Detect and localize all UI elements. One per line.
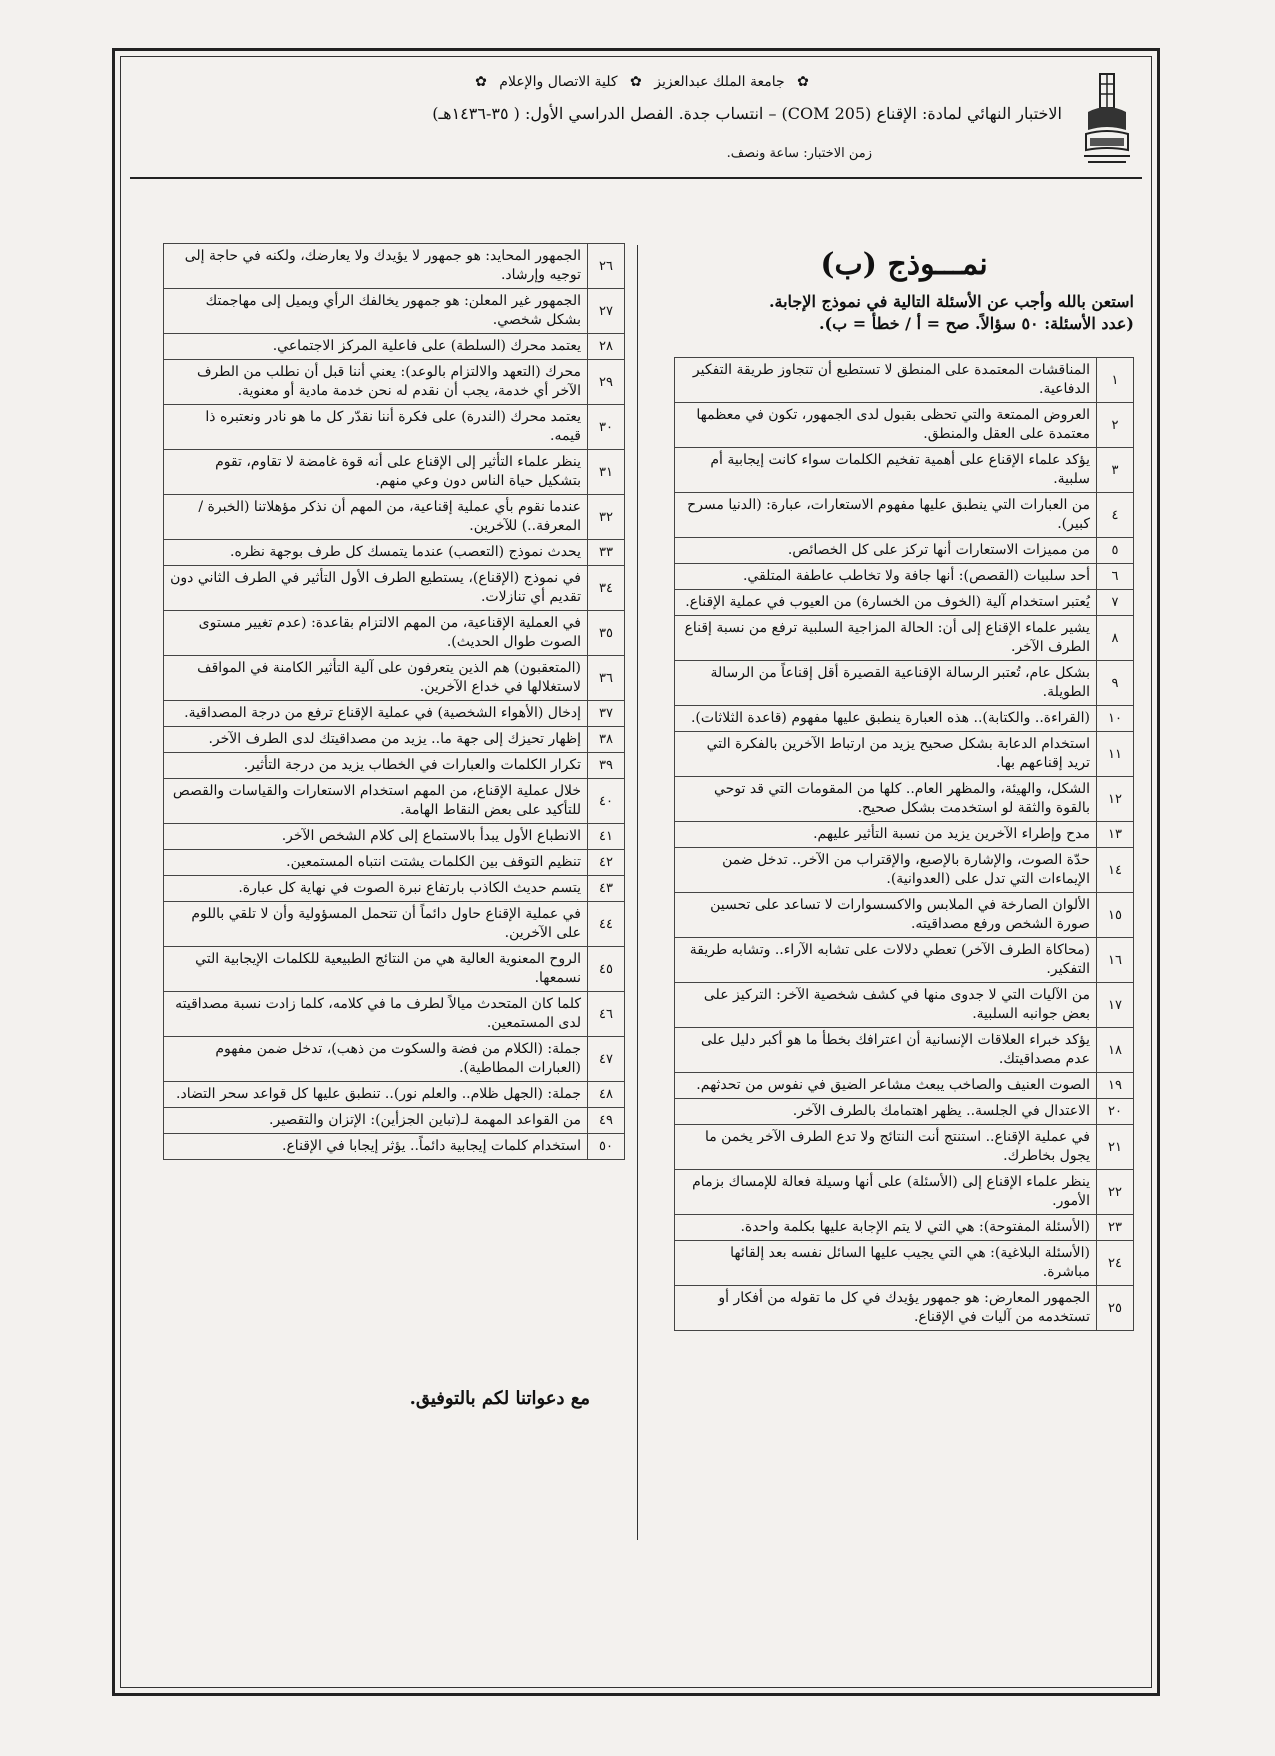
question-row: [675, 1125, 1134, 1170]
exam-header: [130, 64, 1142, 174]
question-row: [164, 947, 625, 992]
question-text: من مميزات الاستعارات أنها تركز على كل الخصائص.: [675, 538, 1097, 564]
question-text: يحدث نموذج (التعصب) عندما يتمسك كل طرف بوجهة نظره.: [164, 540, 588, 566]
exam-course-line: الاختبار النهائي لمادة: الإقناع (COM 205) – انتساب جدة. الفصل الدراسي الأول: ( ٣٥-١٤٣٦هـ): [432, 104, 1062, 123]
question-text: يُعتبر استخدام آلية (الخوف من الخسارة) من العيوب في عملية الإقناع.: [675, 590, 1097, 616]
institution-line: [442, 74, 842, 90]
question-text: (الأسئلة المفتوحة): هي التي لا يتم الإجابة عليها بكلمة واحدة.: [675, 1215, 1097, 1241]
question-number: ٢٥: [1097, 1286, 1134, 1331]
question-row: [164, 1108, 625, 1134]
question-text: الروح المعنوية العالية هي من النتائج الطبيعية للكلمات الإيجابية التي نسمعها.: [164, 947, 588, 992]
question-number: ٦: [1097, 564, 1134, 590]
question-row: [164, 779, 625, 824]
question-row: [164, 850, 625, 876]
question-text: كلما كان المتحدث ميالاً لطرف ما في كلامه، كلما زادت نسبة مصداقيته لدى المستمعين.: [164, 992, 588, 1037]
question-number: ١: [1097, 358, 1134, 403]
question-number: ٢٨: [588, 334, 625, 360]
question-number: ٢٢: [1097, 1170, 1134, 1215]
question-text: الصوت العنيف والصاخب يبعث مشاعر الضيق في نفوس من تحدثهم.: [675, 1073, 1097, 1099]
question-row: [675, 848, 1134, 893]
question-row: [164, 360, 625, 405]
question-row: [675, 403, 1134, 448]
question-text: أحد سلبيات (القصص): أنها جافة ولا تخاطب عاطفة المتلقي.: [675, 564, 1097, 590]
question-number: ١١: [1097, 732, 1134, 777]
question-number: ٣٣: [588, 540, 625, 566]
question-row: [675, 1170, 1134, 1215]
question-row: [675, 938, 1134, 983]
question-row: [164, 656, 625, 701]
question-number: ٢٩: [588, 360, 625, 405]
question-text: في العملية الإقناعية، من المهم الالتزام بقاعدة: (عدم تغيير مستوى الصوت طوال الحديث).: [164, 611, 588, 656]
question-text: العروض الممتعة والتي تحظى بقبول لدى الجمهور، تكون في معظمها معتمدة على العقل والمنطق.: [675, 403, 1097, 448]
question-number: ١٥: [1097, 893, 1134, 938]
university-name: جامعة الملك عبدالعزيز: [654, 74, 785, 90]
question-row: [675, 1215, 1134, 1241]
question-text: يؤكد خبراء العلاقات الإنسانية أن اعترافك بخطأ ما هو أكبر دليل على عدم مصداقيتك.: [675, 1028, 1097, 1073]
question-number: ٤٦: [588, 992, 625, 1037]
question-number: ٤١: [588, 824, 625, 850]
closing-wish: مع دعواتنا لكم بالتوفيق.: [409, 1388, 590, 1409]
question-text: خلال عملية الإقناع، من المهم استخدام الاستعارات والقياسات والقصص للتأكيد على بعض النقاط الهامة.: [164, 779, 588, 824]
question-text: مدح وإطراء الآخرين يزيد من نسبة التأثير عليهم.: [675, 822, 1097, 848]
question-text: الألوان الصارخة في الملابس والاكسسوارات لا تساعد على تحسين صورة الشخص ورفع مصداقيته.: [675, 893, 1097, 938]
question-row: [675, 706, 1134, 732]
question-text: تكرار الكلمات والعبارات في الخطاب يزيد من درجة التأثير.: [164, 753, 588, 779]
question-number: ٤٣: [588, 876, 625, 902]
question-number: ٤٠: [588, 779, 625, 824]
question-number: ٣٦: [588, 656, 625, 701]
question-number: ٣: [1097, 448, 1134, 493]
question-text: (محاكاة الطرف الآخر) تعطي دلالات على تشابه الآراء.. وتشابه طريقة التفكير.: [675, 938, 1097, 983]
question-row: [675, 538, 1134, 564]
question-text: ينظر علماء الإقناع إلى (الأسئلة) على أنها وسيلة فعالة للإمساك بزمام الأمور.: [675, 1170, 1097, 1215]
question-number: ٥: [1097, 538, 1134, 564]
question-number: ٢٧: [588, 289, 625, 334]
question-row: [164, 289, 625, 334]
college-name: كلية الاتصال والإعلام: [499, 74, 618, 90]
question-row: [675, 493, 1134, 538]
question-text: إدخال (الأهواء الشخصية) في عملية الإقناع ترفع من درجة المصداقية.: [164, 701, 588, 727]
question-text: الجمهور غير المعلن: هو جمهور يخالفك الرأي ويميل إلى مهاجمتك بشكل شخصي.: [164, 289, 588, 334]
question-number: ٤٩: [588, 1108, 625, 1134]
question-text: يؤكد علماء الإقناع على أهمية تفخيم الكلمات سواء كانت إيجابية أم سلبية.: [675, 448, 1097, 493]
question-row: [675, 822, 1134, 848]
question-row: [164, 992, 625, 1037]
question-text: (المتعقبون) هم الذين يتعرفون على آلية التأثير الكامنة في المواقف لاستغلالها في خداع الآخرين.: [164, 656, 588, 701]
question-number: ٣١: [588, 450, 625, 495]
question-row: [164, 566, 625, 611]
question-text: عندما نقوم بأي عملية إقناعية، من المهم أن نذكر مؤهلاتنا (الخبرة / المعرفة..) للآخرين.: [164, 495, 588, 540]
ornament-icon: ✿: [630, 74, 642, 90]
questions-table-left: [163, 243, 625, 1160]
question-text: المناقشات المعتمدة على المنطق لا تستطيع أن تتجاوز طريقة التفكير الدفاعية.: [675, 358, 1097, 403]
question-number: ٩: [1097, 661, 1134, 706]
question-text: (الأسئلة البلاغية): هي التي يجيب عليها السائل نفسه بعد إلقائها مباشرة.: [675, 1241, 1097, 1286]
question-number: ١٣: [1097, 822, 1134, 848]
ornament-icon: ✿: [475, 74, 487, 90]
question-text: في نموذج (الإقناع)، يستطيع الطرف الأول التأثير في الطرف الثاني دون تقديم أي تنازلات.: [164, 566, 588, 611]
column-divider: [637, 245, 638, 1540]
question-text: الاعتدال في الجلسة.. يظهر اهتمامك بالطرف الآخر.: [675, 1099, 1097, 1125]
question-number: ١٩: [1097, 1073, 1134, 1099]
question-number: ٤٨: [588, 1082, 625, 1108]
question-number: ٤٤: [588, 902, 625, 947]
question-row: [675, 1241, 1134, 1286]
question-row: [164, 701, 625, 727]
question-text: تنظيم التوقف بين الكلمات يشتت انتباه المستمعين.: [164, 850, 588, 876]
question-text: الجمهور المحايد: هو جمهور لا يؤيدك ولا يعارضك، ولكنه في حاجة إلى توجيه وإرشاد.: [164, 244, 588, 289]
question-number: ٢: [1097, 403, 1134, 448]
question-number: ١٤: [1097, 848, 1134, 893]
question-number: ١٧: [1097, 983, 1134, 1028]
right-column: [674, 245, 1134, 1331]
university-logo-icon: [1082, 72, 1132, 168]
question-text: (القراءة.. والكتابة).. هذه العبارة ينطبق عليها مفهوم (قاعدة الثلاثات).: [675, 706, 1097, 732]
question-row: [164, 1134, 625, 1160]
question-row: [675, 564, 1134, 590]
ornament-icon: ✿: [797, 74, 809, 90]
question-text: بشكل عام، تُعتبر الرسالة الإقناعية القصيرة أقل إقناعاً من الرسالة الطويلة.: [675, 661, 1097, 706]
exam-form-title: نمـــوذج (ب): [820, 247, 988, 282]
question-text: جملة: (الجهل ظلام.. والعلم نور).. تنطبق عليها كل قواعد سحر التضاد.: [164, 1082, 588, 1108]
question-number: ٢٣: [1097, 1215, 1134, 1241]
question-row: [675, 616, 1134, 661]
question-text: الجمهور المعارض: هو جمهور يؤيدك في كل ما تقوله من أفكار أو تستخدمه من آليات في الإقناع.: [675, 1286, 1097, 1331]
question-row: [164, 824, 625, 850]
question-text: يعتمد محرك (الندرة) على فكرة أننا نقدّر كل ما هو نادر ونعتبره ذا قيمه.: [164, 405, 588, 450]
question-row: [675, 893, 1134, 938]
question-number: ٣٥: [588, 611, 625, 656]
question-text: الشكل، والهيئة، والمظهر العام.. كلها من المقومات التي قد توحي بالقوة والثقة لو استخدمت بشكل صحيح.: [675, 777, 1097, 822]
question-row: [675, 1099, 1134, 1125]
left-column: [163, 243, 625, 1160]
question-row: [675, 1073, 1134, 1099]
question-number: ٣٩: [588, 753, 625, 779]
question-number: ٢٠: [1097, 1099, 1134, 1125]
question-row: [164, 876, 625, 902]
question-number: ٨: [1097, 616, 1134, 661]
question-number: ٢٦: [588, 244, 625, 289]
question-text: جملة: (الكلام من فضة والسكوت من ذهب)، تدخل ضمن مفهوم (العبارات المطاطية).: [164, 1037, 588, 1082]
question-number: ١٢: [1097, 777, 1134, 822]
question-number: ٣٤: [588, 566, 625, 611]
question-text: إظهار تحيزك إلى جهة ما.. يزيد من مصداقيتك لدى الطرف الآخر.: [164, 727, 588, 753]
question-row: [675, 590, 1134, 616]
question-row: [675, 983, 1134, 1028]
question-number: ٣٧: [588, 701, 625, 727]
question-number: ٥٠: [588, 1134, 625, 1160]
question-number: ١٠: [1097, 706, 1134, 732]
question-row: [164, 1037, 625, 1082]
question-row: [675, 732, 1134, 777]
question-row: [675, 1028, 1134, 1073]
question-text: الانطباع الأول يبدأ بالاستماع إلى كلام الشخص الآخر.: [164, 824, 588, 850]
question-row: [164, 1082, 625, 1108]
exam-instructions: استعن بالله وأجب عن الأسئلة التالية في نموذج الإجابة.: [768, 292, 1134, 311]
question-text: يشير علماء الإقناع إلى أن: الحالة المزاجية السلبية ترفع من نسبة إقناع الطرف الآخر.: [675, 616, 1097, 661]
question-number: ٣٢: [588, 495, 625, 540]
question-row: [164, 495, 625, 540]
question-text: من الآليات التي لا جدوى منها في كشف شخصية الآخر: التركيز على بعض جوانبه السلبية.: [675, 983, 1097, 1028]
question-row: [164, 450, 625, 495]
question-text: حدّة الصوت، والإشارة بالإصبع، والإقتراب من الآخر.. تدخل ضمن الإيماءات التي تدل على (العدوانية).: [675, 848, 1097, 893]
question-row: [164, 902, 625, 947]
exam-duration: زمن الاختبار: ساعة ونصف.: [726, 146, 872, 161]
question-text: يعتمد محرك (السلطة) على فاعلية المركز الاجتماعي.: [164, 334, 588, 360]
question-text: من العبارات التي ينطبق عليها مفهوم الاستعارات، عبارة: (الدنيا مسرح كبير).: [675, 493, 1097, 538]
question-row: [164, 334, 625, 360]
question-number: ٤٢: [588, 850, 625, 876]
question-number: ٣٨: [588, 727, 625, 753]
question-number: ١٨: [1097, 1028, 1134, 1073]
question-number: ٤٧: [588, 1037, 625, 1082]
question-row: [675, 777, 1134, 822]
question-number: ٤: [1097, 493, 1134, 538]
question-text: ينظر علماء التأثير إلى الإقناع على أنه قوة غامضة لا تقاوم، تقوم بتشكيل حياة الناس دون وعي منهم.: [164, 450, 588, 495]
question-text: استخدام الدعابة بشكل صحيح يزيد من ارتباط الآخرين بالفكرة التي تريد إقناعهم بها.: [675, 732, 1097, 777]
question-row: [675, 661, 1134, 706]
question-number: ١٦: [1097, 938, 1134, 983]
question-row: [164, 540, 625, 566]
question-row: [164, 611, 625, 656]
question-row: [675, 448, 1134, 493]
question-number: ٤٥: [588, 947, 625, 992]
question-text: محرك (التعهد والالتزام بالوعد): يعني أننا قبل أن نطلب من الطرف الآخر أي خدمة، يجب أن نقدم له نحن خدمة مادية أو معنوية.: [164, 360, 588, 405]
question-number: ٢٤: [1097, 1241, 1134, 1286]
question-row: [164, 405, 625, 450]
question-number: ٧: [1097, 590, 1134, 616]
question-row: [164, 753, 625, 779]
question-number: ٣٠: [588, 405, 625, 450]
question-row: [164, 244, 625, 289]
question-text: يتسم حديث الكاذب بارتفاع نبرة الصوت في نهاية كل عبارة.: [164, 876, 588, 902]
question-text: في عملية الإقناع حاول دائماً أن تتحمل المسؤولية وأن لا تلقي باللوم على الآخرين.: [164, 902, 588, 947]
question-count-note: (عدد الأسئلة: ٥٠ سؤالاً. صح = أ / خطأ = ب).: [818, 314, 1134, 333]
questions-table-right: [674, 357, 1134, 1331]
question-row: [675, 358, 1134, 403]
question-text: استخدام كلمات إيجابية دائماً.. يؤثر إيجابا في الإقناع.: [164, 1134, 588, 1160]
question-row: [164, 727, 625, 753]
question-row: [675, 1286, 1134, 1331]
header-divider: [130, 177, 1142, 179]
question-text: في عملية الإقناع.. استنتج أنت النتائج ولا تدع الطرف الآخر يخمن ما يجول بخاطرك.: [675, 1125, 1097, 1170]
question-number: ٢١: [1097, 1125, 1134, 1170]
question-text: من القواعد المهمة لـ(تباين الجزأين): الإتزان والتقصير.: [164, 1108, 588, 1134]
